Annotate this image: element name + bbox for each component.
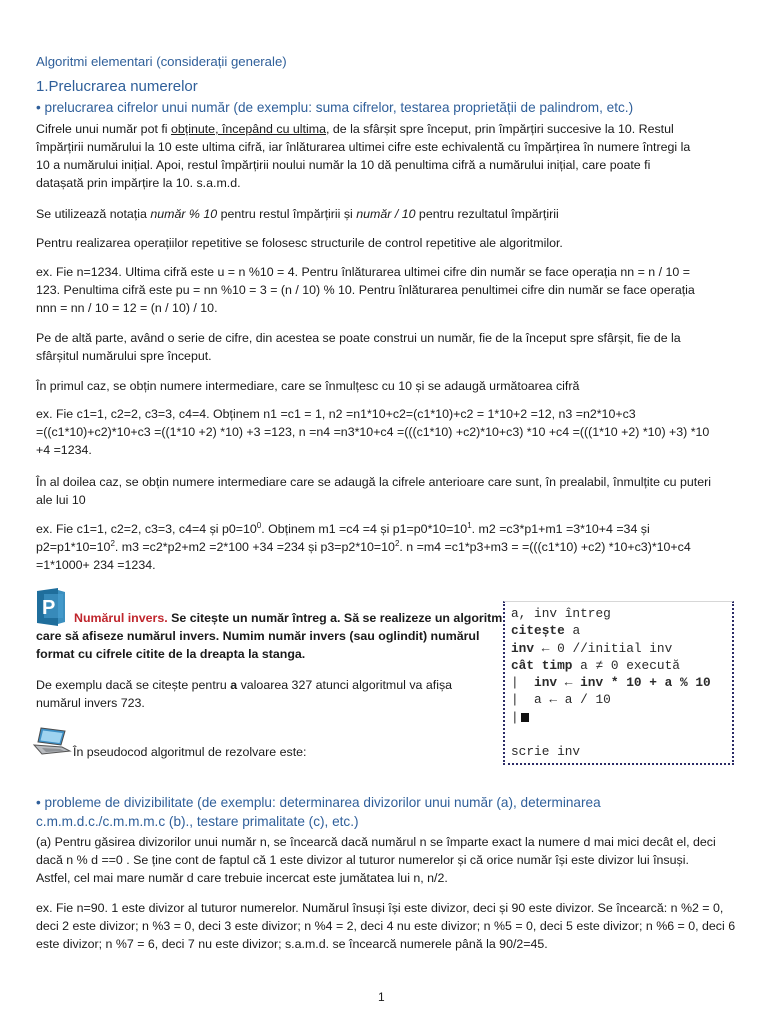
text-line: +4 =1234. (36, 443, 92, 457)
text-line: În al doilea caz, se obțin numere intermediare care se adaugă la cifrele anterioare care sunt, în prealabil, înmulțite cu puteri (36, 475, 711, 489)
text-line: sfârșitul numărului spre început. (36, 349, 212, 363)
text-line: ex. Fie c1=1, c2=2, c3=3, c4=4 și $p0=10^0$. Obținem m1 =c4 =4 și $p1=p0*10=10^1$. m2 =c3*p1+m1 =3*10+4 =34 și (36, 520, 650, 536)
svg-text:P: P (42, 597, 56, 619)
text-line: împărțirii numărului la 10 este ultima cifră, iar înlăturarea ultimei cifre este echivalentă cu împărțirea în numere întregi la (36, 140, 691, 154)
text-line: datașată prin impărțire la 10. s.a.m.d. (36, 176, 241, 190)
text-line: ex. Fie c1=1, c2=2, c3=3, c4=4. Obținem n1 =c1 = 1, n2 =n1*10+c2=(c1*10)+c2 = 1*10+2 =12, n3 =n2*10+c3 (36, 407, 636, 421)
code-line-while: cât timp a ≠ 0 execută (511, 657, 680, 673)
code-line-read: citește a (511, 623, 581, 639)
code-line-blank (511, 726, 732, 743)
inverse-statement-line2: care să afiseze numărul invers. Numim număr invers (sau oglindit) numărul (36, 629, 480, 643)
pseudocode-box (503, 601, 734, 765)
inverse-statement-line3: format cu cifrele citite de la dreapta la stanga. (36, 647, 306, 661)
document-title: Algoritmi elementari (considerații generale) (36, 54, 287, 69)
page-number: 1 (378, 990, 385, 1004)
bullet-heading-divisibility-line1: • probleme de divizibilitate (de exemplu: determinarea divizorilor unui număr (a), determinarea (36, 795, 601, 810)
code-line-update-inv: | inv ← inv * 10 + a % 10 (511, 675, 711, 691)
paragraph-repetitive: Pentru realizarea operațiilor repetitive se folosesc structurile de control repetitive ale algoritmilor. (36, 236, 563, 250)
laptop-icon (32, 726, 72, 756)
text-cursor (521, 713, 529, 722)
text-line: dacă n % d ==0 . Se ține cont de faptul că 1 este divizor al tuturor numerelor și că orice număr își este divizor lui însuși. (36, 853, 689, 867)
text-line: Pe de altă parte, având o serie de cifre, din acestea se poate construi un număr, fie de la început spre sfârșit, fie de la (36, 331, 681, 345)
text-line: 10 a numărului inițial. Apoi, restul împărțirii noului număr la 10 dă penultima cifră a numărului inițial, care poate fi (36, 158, 651, 172)
text-line: ex. Fie n=1234. Ultima cifră este u = n %10 = 4. Pentru înlăturarea ultimei cifre din număr se face operația nn = n / 10 = (36, 265, 690, 279)
code-line-end-block: | (511, 709, 732, 726)
text-line: $p2=p1*10=10^2$. m3 =c2*p2+m2 =2*100 +34 =234 și $p3=p2*10=10^2$. n =m4 =c1*p3+m3 = =(((c1*10) +c2) *10+c3)*10+c4 (36, 538, 691, 554)
powerpoint-icon (34, 588, 66, 626)
code-line-write: scrie inv (511, 744, 581, 760)
inverse-title: Numărul invers. (74, 611, 168, 625)
text-line: nnn = nn / 10 = 12 = (n / 10) / 10. (36, 301, 218, 315)
inverse-example-line1: De exemplu dacă se citește pentru a valoarea 327 atunci algoritmul va afișa (36, 678, 453, 692)
text-line: (a) Pentru găsirea divizorilor unui număr n, se încearcă dacă numărul n se împarte exact la numere d mai mici decât el, deci (36, 835, 716, 849)
text-line: Cifrele unui număr pot fi obținute, începând cu ultima, de la sfârșit spre început, prin împărțiri succesive la 10. Restul (36, 122, 674, 136)
text-line: ex. Fie n=90. 1 este divizor al tuturor numerelor. Numărul însuși își este divizor, deci și 90 este divizor. Se încearcă: n %2 = 0, (36, 901, 724, 915)
text-line: este divizor; n %7 = 6, deci 7 nu este divizor; s.a.m.d. se încearcă numerele până la 90/2=45. (36, 937, 548, 951)
text-line: =((c1*10)+c2)*10+c3 =((1*10 +2) *10) +3 =123, n =n4 =n3*10+c4 =(((c1*10) +c2)*10+c3) *10 +c4 =(((1*10 +2) *10) +3) *10 (36, 425, 710, 439)
text-line: Astfel, cel mai mare număr d care trebuie incercat este jumătatea lui n, n/2. (36, 871, 448, 885)
pseudocode-intro: În pseudocod algoritmul de rezolvare este: (73, 745, 307, 759)
inverse-example-line2: numărul invers 723. (36, 696, 145, 710)
paragraph-first-case: În primul caz, se obțin numere intermediare, care se înmulțesc cu 10 și se adaugă următoarea cifră (36, 379, 580, 393)
text-line: deci 2 este divizor; n %3 = 0, deci 3 este divizor; n %4 = 2, deci 4 nu este divizor; n %5 = 0, deci 5 este divizor; n %6 = 0, deci 6 (36, 919, 736, 933)
section-heading: 1.Prelucrarea numerelor (36, 78, 198, 95)
code-line-init: inv ← 0 //initial inv (511, 640, 673, 656)
inverse-statement-line1: Numărul invers. Se citește un număr întreg a. Să se realizeze un algoritm (74, 611, 503, 625)
bullet-heading-divisibility-line2: c.m.m.d.c./c.m.m.m.c (b)., testare primalitate (c), etc.) (36, 814, 359, 829)
text-line: =1*1000+ 234 =1234. (36, 558, 156, 572)
code-line-update-a: | a ← a / 10 (511, 692, 611, 708)
text-line: ale lui 10 (36, 493, 86, 507)
code-line-declare: a, inv întreg (511, 606, 611, 621)
paragraph-notation: Se utilizează notația număr % 10 pentru restul împărțirii și număr / 10 pentru rezultatul împărțirii (36, 207, 559, 221)
bullet-heading-digits: • prelucrarea cifrelor unui număr (de exemplu: suma cifrelor, testarea proprietății de palindrom, etc.) (36, 100, 634, 115)
text-line: 123. Penultima cifră este pu = nn %10 = 3 = (n / 10) % 10. Pentru înlăturarea penultimei cifre din număr se face operația (36, 283, 695, 297)
